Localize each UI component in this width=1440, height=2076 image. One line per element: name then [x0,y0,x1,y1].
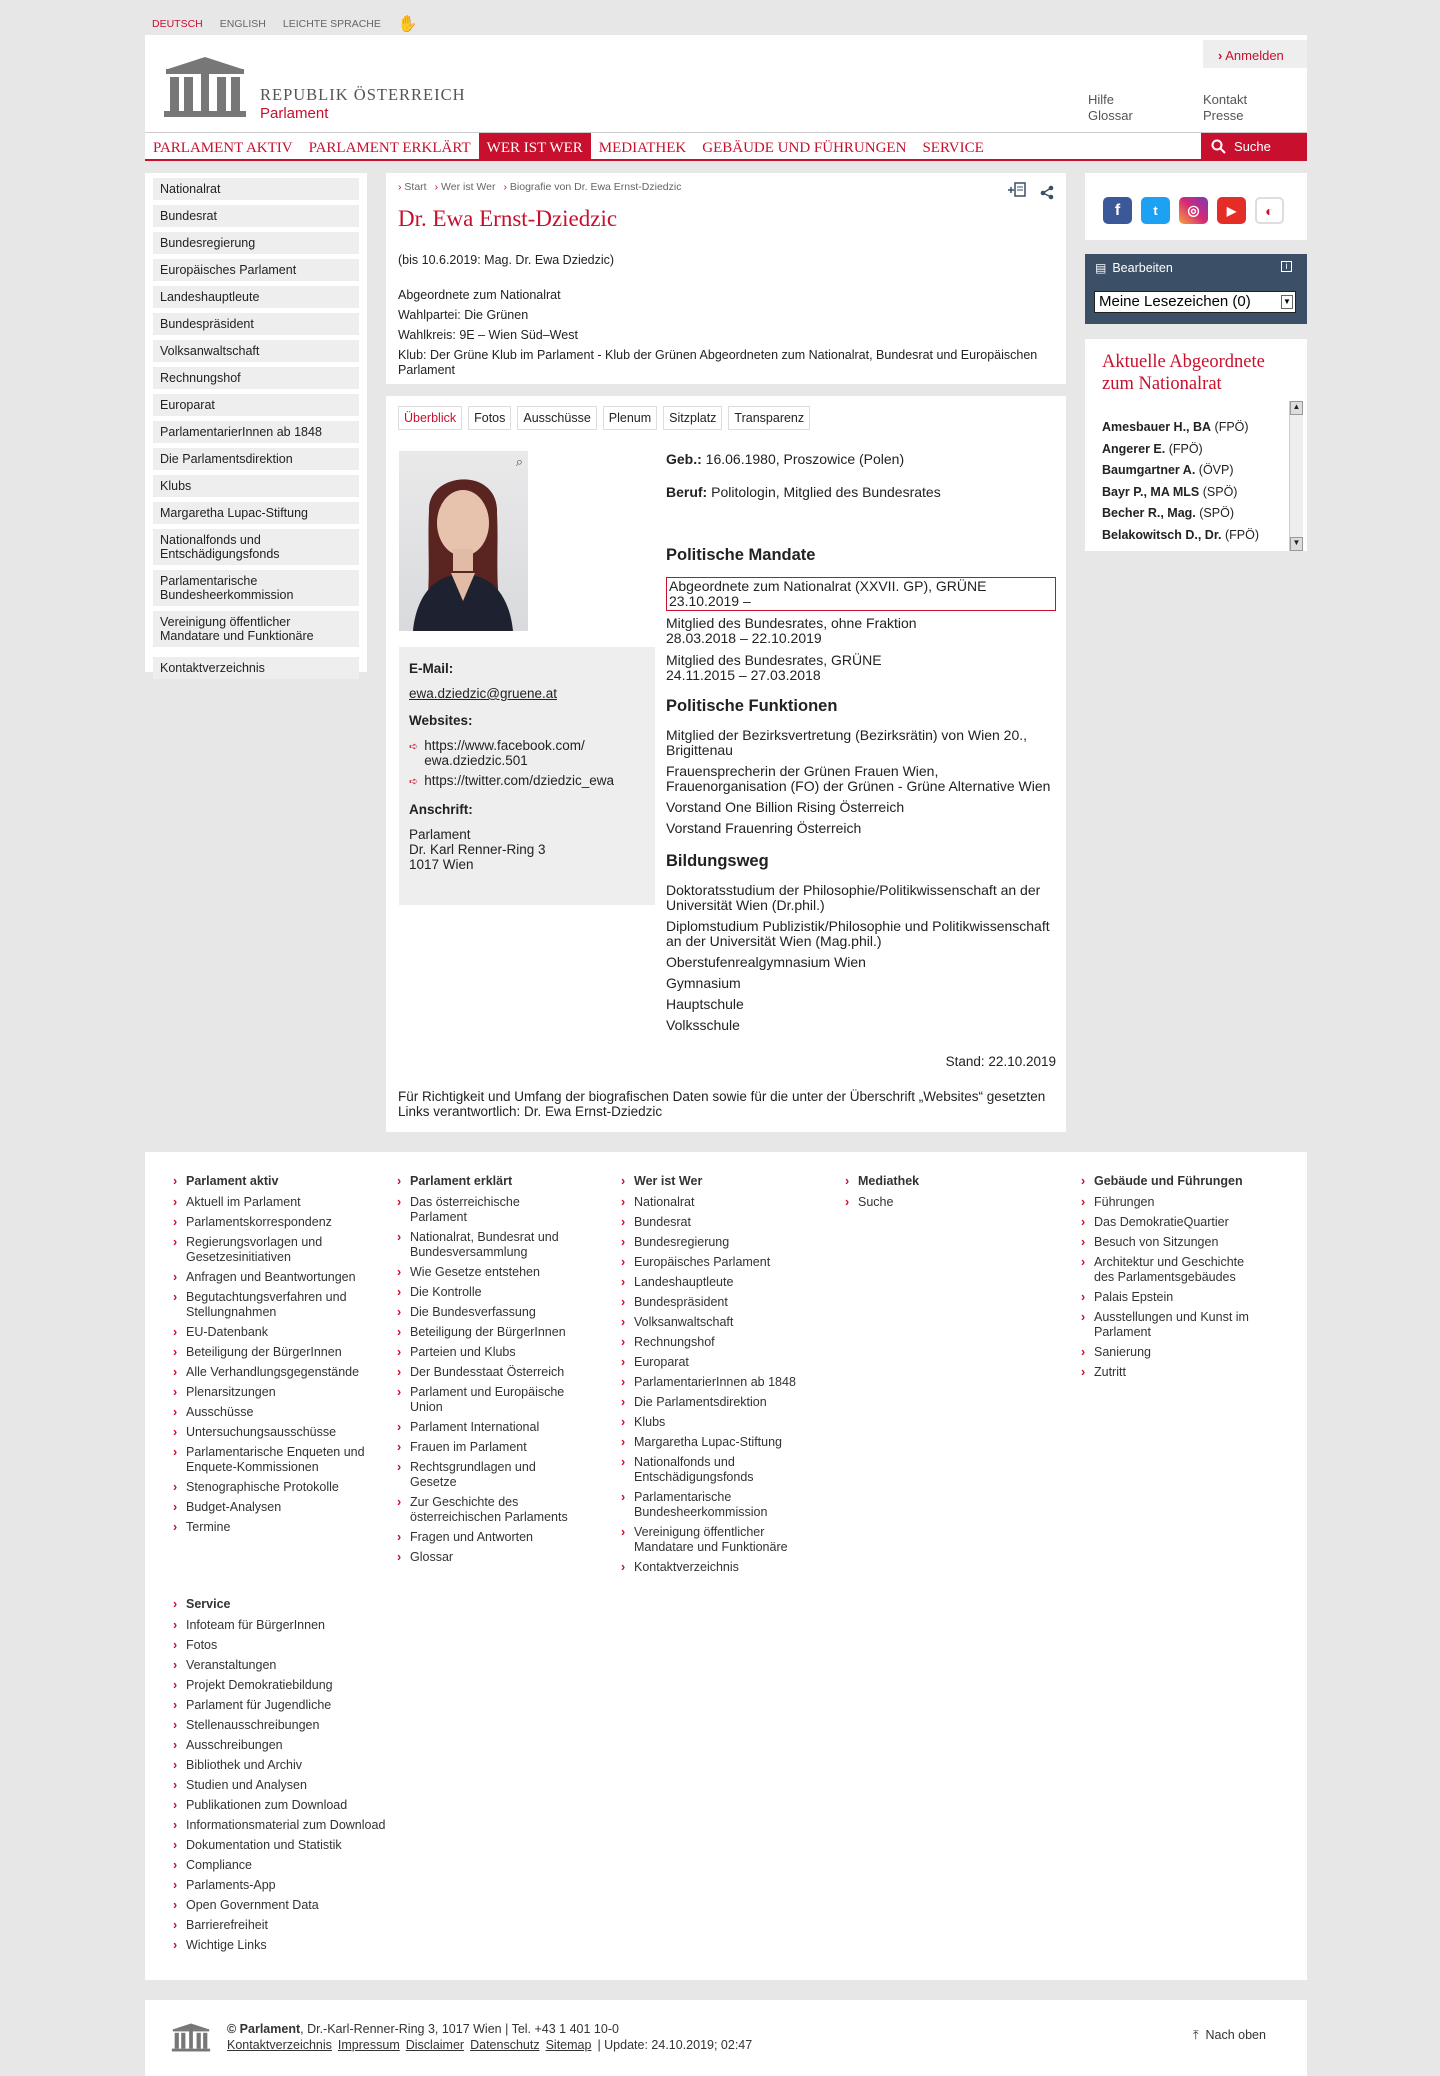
footer-link-kontakt[interactable]: Kontaktverzeichnis [227,2038,332,2052]
website-facebook-link[interactable]: https://www.facebook.com/ ewa.dziedzic.501 [424,738,585,768]
footer-link[interactable]: › Parlament und Europäische Union [397,1385,572,1415]
footer-link[interactable]: › Bundespräsident [621,1295,801,1310]
footer-link[interactable]: › Fotos [173,1638,393,1653]
breadcrumb: › Start › Wer ist Wer › Biografie von Dr. Ewa Ernst-Dziedzic [398,181,682,193]
birth-label: Geb.: [666,451,702,467]
site-footer [145,1152,1307,1980]
function-item: Vorstand Frauenring Österreich [666,820,862,836]
mandate-item [666,577,1056,611]
delegate-name: Amesbauer H., BA [1102,420,1212,434]
delegate-item[interactable] [1102,482,1259,504]
footer-link[interactable]: › Die Kontrolle [397,1285,572,1300]
sidebar-item[interactable]: Margaretha Lupac-Stiftung [153,502,359,524]
search-icon [1211,139,1226,154]
site-header [145,35,1307,161]
footer-link[interactable]: › Parteien und Klubs [397,1345,572,1360]
education-item: Hauptschule [666,996,744,1012]
delegate-name: Belakowitsch D., Dr. [1102,527,1222,542]
footer-link[interactable]: › Veranstaltungen [173,1658,393,1673]
twitter-icon[interactable]: t [1141,197,1170,224]
profile-body [386,396,1066,1132]
social-links [1085,173,1307,240]
delegate-party: (FPÖ) [1224,527,1259,542]
footer-link[interactable]: › Termine [173,1520,373,1535]
footer-link[interactable]: › Infoteam für BürgerInnen [173,1618,393,1633]
footer-link[interactable]: › Die Parlamentsdirektion [621,1395,801,1410]
footer-link[interactable]: › Margaretha Lupac-Stiftung [621,1435,801,1450]
sidebar-item[interactable]: Klubs [153,475,359,497]
delegate-name: Angerer E. [1102,441,1166,456]
sidebar-item[interactable]: Volksanwaltschaft [153,340,359,362]
footer-link[interactable]: › Compliance [173,1858,393,1873]
delegate-item[interactable] [1102,525,1259,547]
language-bar [152,14,418,34]
footer-link[interactable]: › Zutritt [1081,1365,1261,1380]
function-item: Vorstand One Billion Rising Österreich [666,799,905,815]
footer-link[interactable]: › Wichtige Links [173,1938,393,1953]
parliament-logo-small[interactable] [170,2022,212,2052]
footer-link[interactable]: › Beteiligung der BürgerInnen [173,1345,373,1360]
nav-parlament-erklaert[interactable]: PARLAMENT ERKLÄRT [308,140,471,156]
delegate-item[interactable] [1102,503,1259,525]
info-role: Abgeordnete zum Nationalrat [398,288,561,302]
delegate-name: Bayr P., MA MLS [1102,484,1200,499]
sidebar-item[interactable]: Nationalfonds und Entschädigungsfonds [153,529,359,565]
external-link-icon: ➪ [409,776,419,788]
footer-link[interactable]: › Alle Verhandlungsgegenstände [173,1365,373,1380]
meta-links-1 [1088,92,1133,124]
tab-plenum[interactable]: Plenum [603,406,657,430]
footer-heading[interactable]: › Parlament erklärt [397,1174,572,1189]
footer-link[interactable]: › Besuch von Sitzungen [1081,1235,1261,1250]
footer-link[interactable]: › Bundesregierung [621,1235,801,1250]
info-party: Wahlpartei: Die Grünen [398,308,529,322]
mandate-period: 28.03.2018 – 22.10.2019 [666,630,822,646]
footer-link[interactable]: › Parlaments-App [173,1878,393,1893]
arrow-up-icon: ⤒ [1193,2028,1199,2042]
back-to-top-label: Nach oben [1205,2028,1266,2042]
scrollbar[interactable] [1289,401,1303,551]
footer-link[interactable]: › Nationalfonds und Entschädigungsfonds [621,1455,801,1485]
footer-link-impressum[interactable]: Impressum [337,2038,400,2052]
footer-link[interactable]: › Rechtsgrundlagen und Gesetze [397,1460,572,1490]
chevron-down-icon: ▼ [1281,295,1293,309]
mandate-title: Mitglied des Bundesrates, GRÜNE [666,652,882,668]
footer-link[interactable]: › Suche [845,1195,1005,1210]
footer-link[interactable]: › Budget-Analysen [173,1500,373,1515]
footer-link[interactable]: › Nationalrat [621,1195,801,1210]
delegate-item[interactable] [1102,460,1259,482]
glossary-link[interactable]: Glossar [1088,108,1133,123]
sidebar-item[interactable]: ParlamentarierInnen ab 1848 [153,421,359,443]
sidebar-item[interactable]: Bundesregierung [153,232,359,254]
footer-link[interactable]: › EU-Datenbank [173,1325,373,1340]
youtube-icon[interactable]: ▶ [1217,197,1246,224]
portrait-photo[interactable] [399,451,528,631]
contact-box [399,647,655,905]
page-title: Dr. Ewa Ernst-Dziedzic [398,206,618,231]
delegates-heading: Aktuelle Abgeordnete zum Nationalrat [1102,352,1265,394]
footer-link[interactable]: › Anfragen und Beantwortungen [173,1270,373,1285]
lang-english[interactable]: ENGLISH [219,18,266,30]
footer-link[interactable]: › Europäisches Parlament [621,1255,801,1270]
footer-link[interactable]: › Ausschreibungen [173,1738,393,1753]
parliament-logo[interactable] [160,55,250,117]
education-heading: Bildungsweg [666,852,769,870]
footer-col-mediathek [845,1174,1005,1215]
edit-panel [1085,254,1307,324]
footer-link[interactable]: › Parlamentarische Bundesheerkommission [621,1490,801,1520]
bookmark-add-icon[interactable] [1008,182,1028,198]
lang-deutsch[interactable]: DEUTSCH [152,18,203,30]
footer-link[interactable]: › Frauen im Parlament [397,1440,572,1455]
footer-link[interactable]: › Aktuell im Parlament [173,1195,373,1210]
function-item: Mitglied der Bezirksvertretung (Bezirksrätin) von Wien 20., Brigittenau [666,727,1028,758]
footer-address: , Dr.-Karl-Renner-Ring 3, 1017 Wien | Tel. +43 1 401 10-0 [300,2022,619,2036]
scroll-up-icon[interactable]: ▲ [1290,401,1303,415]
footer-link[interactable]: › Rechnungshof [621,1335,801,1350]
footer-link[interactable]: › Publikationen zum Download [173,1798,393,1813]
address-line: 1017 Wien [409,857,474,872]
footer-link[interactable]: › Glossar [397,1550,572,1565]
footer-link[interactable]: › Dokumentation und Statistik [173,1838,393,1853]
breadcrumb-current: Biografie von Dr. Ewa Ernst-Dziedzic [509,181,682,193]
footer-link[interactable]: › Open Government Data [173,1898,393,1913]
footer-heading[interactable]: › Mediathek [845,1174,1005,1189]
tab-sitzplatz[interactable]: Sitzplatz [663,406,722,430]
site-subtitle: Parlament [260,105,329,122]
back-to-top-button[interactable] [1193,2028,1266,2043]
education-item: Volksschule [666,1017,740,1033]
footer-link-disclaimer[interactable]: Disclaimer [405,2038,465,2052]
mandates-heading: Politische Mandate [666,546,816,564]
sidebar-item[interactable]: Bundespräsident [153,313,359,335]
functions-heading: Politische Funktionen [666,697,838,715]
help-link[interactable]: Hilfe [1088,92,1115,107]
bookmarks-select[interactable] [1094,291,1296,313]
footer-link[interactable]: › Informationsmaterial zum Download [173,1818,393,1833]
share-icon[interactable] [1040,185,1054,200]
address-label: Anschrift: [409,802,473,817]
press-link[interactable]: Presse [1203,108,1244,123]
update-timestamp: | Update: 24.10.2019; 02:47 [597,2038,753,2052]
person-info [398,285,1066,378]
bottom-bar [145,2000,1307,2076]
delegate-party: (SPÖ) [1199,506,1234,520]
sidebar-item[interactable]: Rechnungshof [153,367,359,389]
delegate-item[interactable] [1102,417,1259,439]
footer-link[interactable]: › Regierungsvorlagen und Gesetzesinitiativen [173,1235,373,1265]
login-button[interactable]: › Anmelden [1203,40,1307,68]
delegate-party: (FPÖ) [1214,420,1249,434]
responsibility-note: Für Richtigkeit und Umfang der biografischen Daten sowie für die unter der Überschrift „Websites“ gesetzten Links verantwortlich: Dr. Ewa Ernst-Dziedzic [398,1089,1046,1119]
address [409,827,645,872]
education-item: Doktoratsstudium der Philosophie/Politikwissenschaft an der Universität Wien (Dr.phil.) [666,882,1041,913]
footer-link[interactable]: › Bundesrat [621,1215,801,1230]
delegate-party: (SPÖ) [1202,484,1238,499]
instagram-icon[interactable]: ◎ [1179,197,1208,224]
footer-link[interactable]: › Parlament International [397,1420,572,1435]
mandate-period: 23.10.2019 – [669,593,751,609]
login-label: Anmelden [1225,48,1284,63]
left-sidebar [145,173,367,675]
footer-link[interactable]: › Barrierefreiheit [173,1918,393,1933]
footer-heading[interactable]: › Gebäude und Führungen [1081,1174,1261,1189]
footer-link[interactable]: › Fragen und Antworten [397,1530,572,1545]
delegate-name: Baumgartner A. [1102,463,1196,477]
footer-link[interactable]: › Stenographische Protokolle [173,1480,373,1495]
stand-date: Stand: 22.10.2019 [945,1054,1056,1069]
meta-links-2 [1203,92,1247,124]
sidebar-item[interactable]: Kontaktverzeichnis [153,657,359,679]
email-link[interactable]: ewa.dziedzic@gruene.at [409,686,558,701]
websites-label: Websites: [409,713,473,728]
footer-link[interactable]: › Parlamentarische Enqueten und Enquete-Kommissionen [173,1445,373,1475]
footer-link[interactable]: › ParlamentarierInnen ab 1848 [621,1375,801,1390]
contact-link[interactable]: Kontakt [1203,92,1248,107]
search-button[interactable] [1201,133,1307,160]
sidebar-item[interactable]: Die Parlamentsdirektion [153,448,359,470]
main-navigation [145,132,1307,161]
footer-link[interactable]: › Plenarsitzungen [173,1385,373,1400]
parliament-app-icon[interactable]: ◐ [1255,197,1284,224]
sidebar-item[interactable]: Bundesrat [153,205,359,227]
profession-value: Politologin, Mitglied des Bundesrates [711,484,941,500]
delegates-panel [1085,339,1307,551]
profession-label: Beruf: [666,484,708,500]
external-link-icon: ➪ [409,741,419,753]
info-district: Wahlkreis: 9E – Wien Süd–West [398,328,578,342]
footer-link[interactable]: › Sanierung [1081,1345,1261,1360]
footer-link[interactable]: › Wie Gesetze entstehen [397,1265,572,1280]
former-name: (bis 10.6.2019: Mag. Dr. Ewa Dziedzic) [398,253,615,267]
sidebar-item[interactable]: Parlamentarische Bundesheerkommission [153,570,359,606]
footer-link[interactable]: › Vereinigung öffentlicher Mandatare und Funktionäre [621,1525,801,1555]
edit-label[interactable]: Bearbeiten [1112,261,1173,275]
footer-link[interactable]: › Das DemokratieQuartier [1081,1215,1261,1230]
footer-link[interactable]: › Zur Geschichte des österreichischen Parlaments [397,1495,572,1525]
footer-col-gebaeude [1081,1174,1261,1385]
nav-service[interactable]: SERVICE [922,140,984,156]
footer-link[interactable]: › Ausschüsse [173,1405,373,1420]
search-label: Suche [1234,139,1271,154]
scroll-down-icon[interactable]: ▼ [1290,537,1303,551]
delegate-party: (ÖVP) [1198,463,1234,477]
address-line: Parlament [409,827,471,842]
delegate-name: Becher R., Mag. [1102,506,1196,520]
profile-header [386,173,1066,384]
nav-gebaeude[interactable]: GEBÄUDE UND FÜHRUNGEN [702,140,907,156]
footer-col-parlament-aktiv [173,1174,373,1540]
mandate-period: 24.11.2015 – 27.03.2018 [666,667,821,683]
footer-link[interactable]: › Landeshauptleute [621,1275,801,1290]
info-club: Klub: Der Grüne Klub im Parlament - Klub der Grünen Abgeordneten zum Nationalrat, Bundesrat und Europäischen Parlament [398,348,1038,377]
delegate-party: (FPÖ) [1168,441,1203,456]
footer-link[interactable]: › Führungen [1081,1195,1261,1210]
footer-heading[interactable]: › Service [173,1597,393,1612]
birth-value: 16.06.1980, Proszowice (Polen) [705,451,905,467]
footer-link[interactable]: › Kontaktverzeichnis [621,1560,801,1575]
website-twitter-link[interactable]: https://twitter.com/dziedzic_ewa [424,773,615,788]
footer-link[interactable]: › Architektur und Geschichte des Parlamentsgebäudes [1081,1255,1261,1285]
facebook-icon[interactable]: f [1103,197,1132,224]
bookmarks-selected: Meine Lesezeichen (0) [1099,293,1251,310]
footer-link[interactable]: › Untersuchungsausschüsse [173,1425,373,1440]
lang-easy[interactable]: LEICHTE SPRACHE [282,18,381,30]
footer-col-service [173,1597,393,1958]
education-item: Gymnasium [666,975,741,991]
breadcrumb-start[interactable]: Start [404,181,427,193]
breadcrumb-wer-ist-wer[interactable]: Wer ist Wer [441,181,496,193]
footer-col-parlament-erklaert [397,1174,572,1570]
address-line: Dr. Karl Renner-Ring 3 [409,842,546,857]
tab-ausschuesse[interactable]: Ausschüsse [517,406,596,430]
footer-link-sitemap[interactable]: Sitemap [545,2038,592,2052]
profile-tabs [398,406,810,430]
footer-link[interactable]: › Ausstellungen und Kunst im Parlament [1081,1310,1261,1340]
footer-link[interactable]: › Parlamentskorrespondenz [173,1215,373,1230]
nav-mediathek[interactable]: MEDIATHEK [598,140,687,156]
footer-link[interactable]: › Begutachtungsverfahren und Stellungnahmen [173,1290,373,1320]
sidebar-item[interactable]: Vereinigung öffentlicher Mandatare und Funktionäre [153,611,359,647]
zoom-icon[interactable]: ⌕ [515,454,523,469]
mandate-title: Abgeordnete zum Nationalrat (XXVII. GP), GRÜNE [669,578,987,594]
footer-link[interactable]: › Europarat [621,1355,801,1370]
footer-link[interactable]: › Das österreichische Parlament [397,1195,572,1225]
education-item: Oberstufenrealgymnasium Wien [666,954,866,970]
tab-fotos[interactable]: Fotos [468,406,511,430]
bookmark-icon: ▤ [1095,261,1107,275]
tab-transparenz[interactable]: Transparenz [728,406,810,430]
footer-link[interactable]: › Nationalrat, Bundesrat und Bundesversammlung [397,1230,572,1260]
footer-link[interactable]: › Volksanwaltschaft [621,1315,801,1330]
footer-link[interactable]: › Projekt Demokratiebildung [173,1678,393,1693]
footer-link[interactable]: › Palais Epstein [1081,1290,1261,1305]
footer-link[interactable]: › Stellenausschreibungen [173,1718,393,1733]
mandate-title: Mitglied des Bundesrates, ohne Fraktion [666,615,917,631]
footer-link[interactable]: › Studien und Analysen [173,1778,393,1793]
footer-link[interactable]: › Parlament für Jugendliche [173,1698,393,1713]
footer-link[interactable]: › Der Bundesstaat Österreich [397,1365,572,1380]
sidebar-item[interactable]: Europarat [153,394,359,416]
biography-details [666,451,1056,1069]
email-label: E-Mail: [409,661,454,676]
footer-link[interactable]: › Bibliothek und Archiv [173,1758,393,1773]
delegate-item[interactable] [1102,439,1259,461]
footer-link-datenschutz[interactable]: Datenschutz [470,2038,540,2052]
copyright: © Parlament [227,2022,301,2036]
sidebar-item[interactable]: Europäisches Parlament [153,259,359,281]
footer-heading[interactable]: › Wer ist Wer [621,1174,801,1189]
mandate-item [666,653,1056,683]
sign-language-icon[interactable]: ✋ [397,16,418,33]
site-title: REPUBLIK ÖSTERREICH [260,85,466,104]
function-item: Frauensprecherin der Grünen Frauen Wien, Frauenorganisation (FO) der Grünen - Grüne Alternative Wien [666,763,1051,794]
tab-ueberblick[interactable]: Überblick [398,406,462,430]
sidebar-item[interactable]: Nationalrat [153,178,359,200]
footer-link[interactable]: › Die Bundesverfassung [397,1305,572,1320]
footer-col-wer-ist-wer [621,1174,801,1580]
sidebar-item[interactable]: Landeshauptleute [153,286,359,308]
mandate-item [666,616,1056,646]
footer-heading[interactable]: › Parlament aktiv [173,1174,373,1189]
nav-wer-ist-wer[interactable]: WER IST WER [479,133,591,160]
info-icon[interactable]: i [1281,261,1292,272]
nav-parlament-aktiv[interactable]: PARLAMENT AKTIV [153,140,293,156]
footer-link[interactable]: › Klubs [621,1415,801,1430]
footer-link[interactable]: › Beteiligung der BürgerInnen [397,1325,572,1340]
education-item: Diplomstudium Publizistik/Philosophie und Politikwissenschaft an der Universität Wien (Mag.phil.) [666,918,1050,949]
